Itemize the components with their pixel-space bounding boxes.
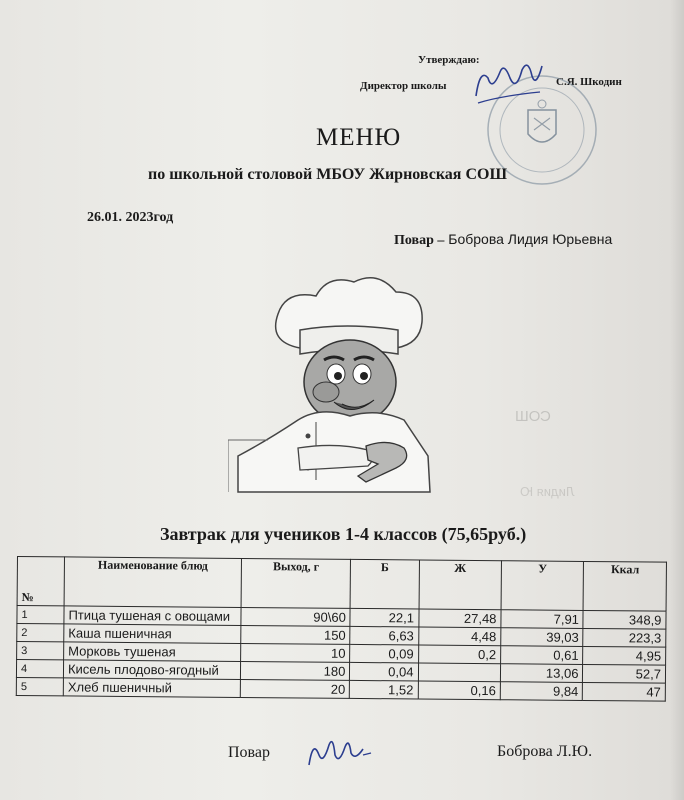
row-number: 1	[17, 606, 64, 624]
col-header-kcal: Ккал	[584, 561, 667, 611]
dish-fat	[418, 663, 501, 682]
meal-title: Завтрак для учеников 1-4 классов (75,65руб.)	[160, 524, 527, 544]
row-number: 4	[16, 660, 63, 678]
dish-kcal: 223,3	[583, 628, 666, 647]
dish-carbs: 7,91	[501, 610, 584, 629]
director-signature	[470, 48, 550, 118]
menu-table	[16, 556, 667, 702]
page-title: МЕНЮ	[316, 124, 402, 151]
dish-weight: 180	[240, 661, 350, 680]
cook-signature	[305, 725, 375, 775]
dish-kcal: 52,7	[583, 664, 666, 683]
col-header-carbs: У	[501, 561, 584, 611]
dish-name: Птица тушеная с овощами	[64, 606, 241, 626]
dish-carbs: 39,03	[501, 628, 584, 647]
dish-protein: 1,52	[350, 680, 418, 699]
row-number: 5	[16, 677, 63, 695]
dish-kcal: 47	[583, 682, 666, 701]
dish-name: Кисель плодово-ягодный	[63, 660, 240, 680]
dish-fat: 4,48	[418, 627, 501, 646]
col-header-weight: Выход, г	[241, 558, 351, 608]
chef-illustration	[228, 270, 458, 500]
approve-label: Утверждаю:	[418, 54, 480, 66]
dish-protein: 0,09	[350, 644, 418, 663]
col-header-protein: Б	[350, 559, 419, 609]
dish-kcal: 348,9	[583, 610, 666, 629]
footer-cook-name: Боброва Л.Ю.	[497, 743, 593, 760]
cook-label: Повар –	[394, 233, 445, 248]
row-number: 3	[17, 642, 64, 660]
dish-carbs: 13,06	[500, 664, 583, 683]
dish-weight: 90\60	[241, 607, 351, 626]
row-number: 2	[17, 624, 64, 642]
cook-name: Боброва Лидия Юрьевна	[448, 231, 613, 247]
dish-kcal: 4,95	[583, 646, 666, 665]
col-header-fat: Ж	[419, 560, 502, 610]
dish-protein: 0,04	[350, 662, 418, 681]
col-header-name: Наименование блюд	[64, 557, 241, 608]
table-header-row	[17, 557, 666, 612]
director-name: С.Я. Шкодин	[556, 76, 622, 88]
dish-name: Хлеб пшеничный	[63, 678, 240, 698]
dish-fat: 0,2	[418, 645, 501, 664]
dish-name: Каша пшеничная	[64, 624, 241, 644]
dish-protein: 6,63	[350, 626, 418, 645]
dish-fat: 27,48	[418, 609, 501, 628]
footer-cook-label: Повар	[228, 744, 270, 761]
col-header-number: №	[17, 557, 64, 606]
page-subtitle: по школьной столовой МБОУ Жирновская СОШ	[148, 166, 508, 183]
show-through-text-2: Лидия Ю	[520, 484, 575, 499]
dish-weight: 150	[241, 625, 351, 644]
dish-weight: 10	[241, 643, 351, 662]
director-label: Директор школы	[360, 80, 447, 92]
menu-date: 26.01. 2023год	[87, 210, 174, 225]
show-through-text-1: СОШ	[515, 408, 551, 425]
dish-fat: 0,16	[418, 681, 501, 700]
dish-name: Морковь тушеная	[64, 642, 241, 662]
dish-weight: 20	[240, 679, 350, 698]
dish-carbs: 9,84	[500, 682, 583, 701]
dish-protein: 22,1	[350, 608, 418, 627]
cook-line	[394, 231, 612, 249]
dish-carbs: 0,61	[501, 646, 584, 665]
